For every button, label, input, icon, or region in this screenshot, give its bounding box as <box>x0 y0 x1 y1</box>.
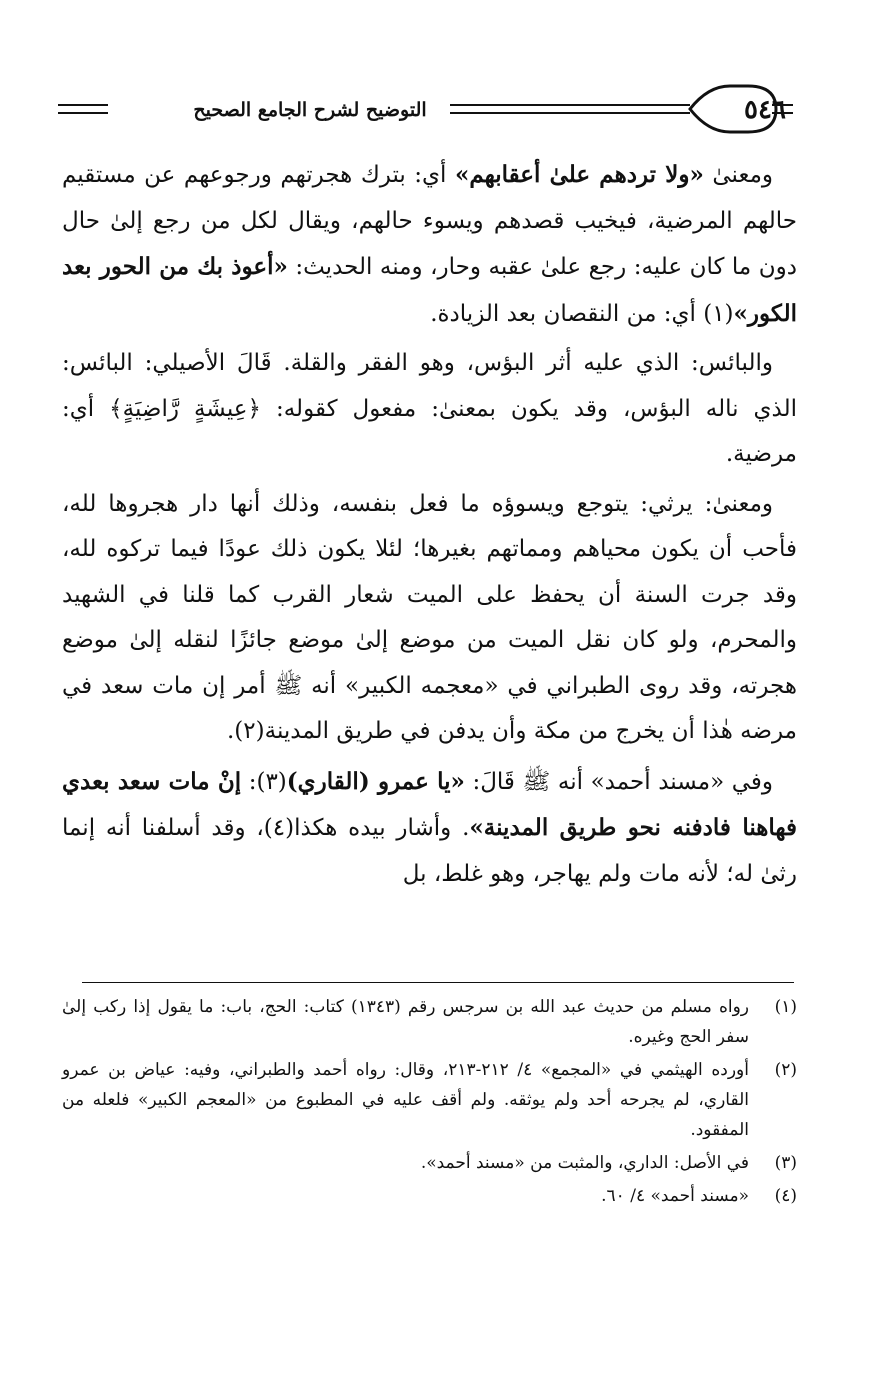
paragraph <box>62 759 797 898</box>
footnote-text: «مسند أحمد» ٤/ ٦٠. <box>601 1186 749 1206</box>
text-segment: أي: بترك هجرتهم ورجوعهم عن مستقيم حالهم المرضية، فيخيب قصدهم ويسوء حالهم، ويقال لكل من رجع إلىٰ حال دون ما كان عليه: رجع علىٰ عقبه وحار، ومنه الحديث: <box>62 162 797 280</box>
quoted-hadith-text: إنْ مات سعد بعدي فهاهنا فادفنه نحو طريق المدينة» <box>62 767 797 841</box>
footnote-number: (٤) <box>774 1186 797 1206</box>
footnote-number: (٢) <box>774 1060 797 1080</box>
quoted-hadith-text: «ولا تردهم علىٰ أعقابهم» <box>454 161 704 188</box>
footnote <box>62 992 797 1052</box>
paragraph <box>62 341 797 478</box>
text-segment: وفي «مسند أحمد» أنه ﷺ قَالَ: <box>464 768 774 795</box>
text-segment: والبائس: الذي عليه أثر البؤس، وهو الفقر والقلة. قَالَ الأصيلي: البائس: الذي ناله البؤس، وقد يكون بمعنىٰ: مفعول كقوله: ﴿عِيشَةٍ رَّاضِيَةٍ﴾ أي: مرضية. <box>62 350 797 467</box>
running-title: التوضيح لشرح الجامع الصحيح <box>170 94 450 126</box>
text-segment: ومعنىٰ: يرثي: يتوجع ويسوؤه ما فعل بنفسه، وذلك أنها دار هجروها لله، فأحب أن يكون محياهم ومماتهم بغيرها؛ لئلا يكون ذلك عودًا فيما تركوه لله، وقد جرت السنة أن يحفظ على الميت شعار القرب كما قلنا في الشهيد والمحرم، ولو كان نقل الميت من موضع إلىٰ موضع جائزًا لنقله إلىٰ موضع هجرته، وقد روى الطبراني في «معجمه الكبير» أنه ﷺ أمر إن مات سعد في مرضه هٰذا أن يخرج من مكة وأن يدفن في طريق المدينة(٢). <box>62 490 797 744</box>
page-number: ٥٤٦ <box>744 95 786 125</box>
footnote-number: (١) <box>774 997 797 1017</box>
quoted-hadith-text: «يا عمرو (القاري) <box>286 767 465 795</box>
text-segment: ومعنىٰ <box>703 162 774 188</box>
footnote-separator <box>82 982 794 983</box>
footnote-text: رواه مسلم من حديث عبد الله بن سرجس رقم (١٣٤٣) كتاب: الحج، باب: ما يقول إذا ركب إلىٰ سفر الحج وغيره. <box>62 997 749 1047</box>
footnote <box>62 1055 797 1145</box>
quoted-hadith-text: «أعوذ بك من الحور بعد الكور» <box>62 253 797 327</box>
footnote-text: في الأصل: الداري، والمثبت من «مسند أحمد». <box>420 1153 749 1173</box>
page-header <box>58 80 793 140</box>
footnote-number: (٣) <box>774 1153 797 1173</box>
text-segment: (١) أي: من النقصان بعد الزيادة. <box>430 300 734 327</box>
footnote <box>62 1181 797 1211</box>
paragraph <box>62 482 797 755</box>
text-segment: (٣): <box>241 768 287 795</box>
text-segment: . وأشار بيده هكذا(٤)، وقد أسلفنا أنه إنما رثىٰ له؛ لأنه مات ولم يهاجر، وهو غلط، بل <box>62 815 797 887</box>
footnotes <box>62 992 797 1214</box>
footnote-text: أورده الهيثمي في «المجمع» ٤/ ٢١٢-٢١٣، وقال: رواه أحمد والطبراني، وفيه: عياض بن عمرو القاري، لم يجرحه أحد ولم يوثقه. ولم أقف عليه في المطبوع من «المعجم الكبير» فلعله من المفقود. <box>62 1060 749 1140</box>
footnote <box>62 1148 797 1178</box>
main-text <box>62 152 797 897</box>
paragraph <box>62 152 797 337</box>
